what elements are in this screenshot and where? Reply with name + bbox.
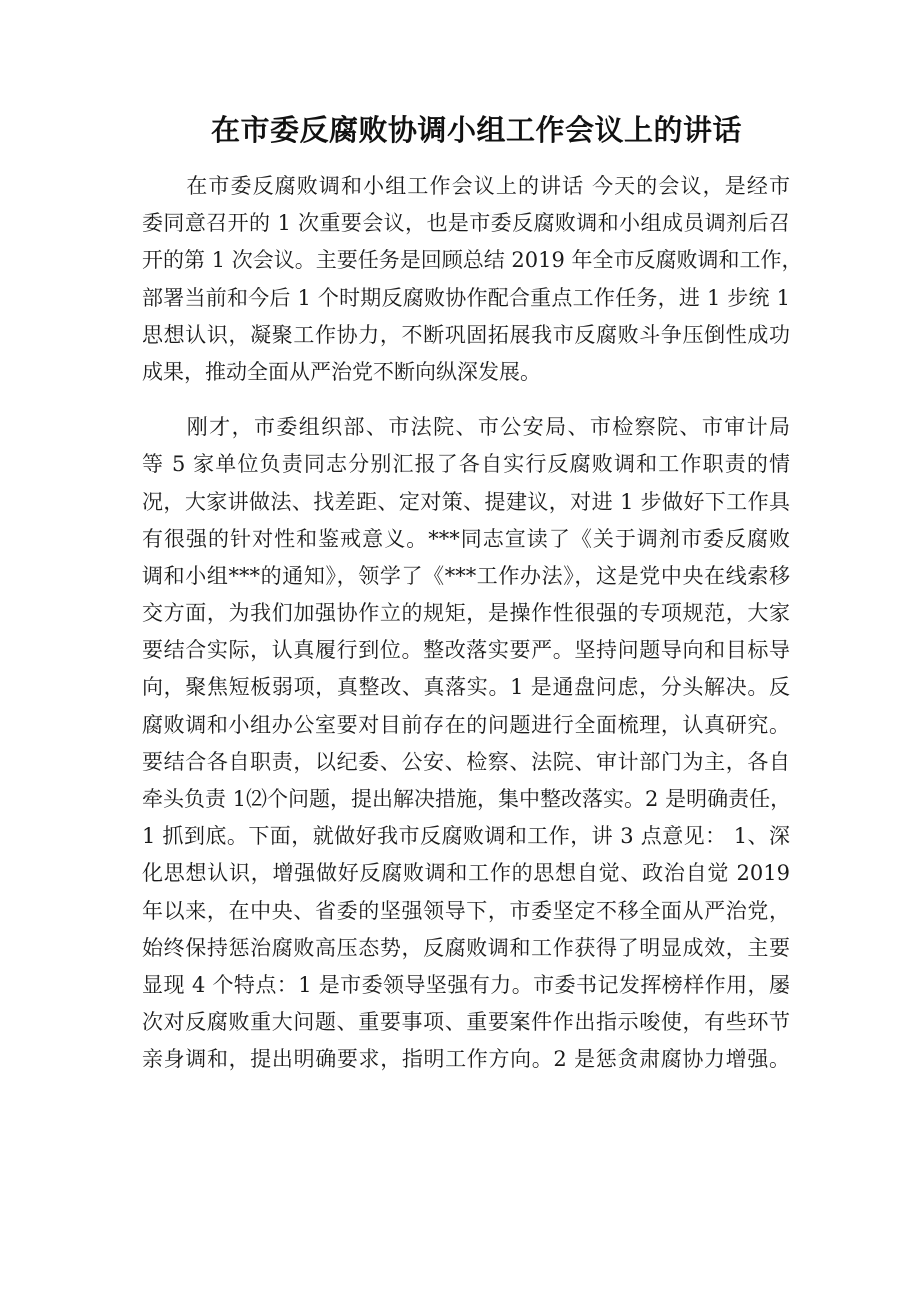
text-line: 向，聚焦短板弱项，真整改、真落实。1 是通盘问虑，分头解决。反 [142, 675, 790, 700]
text-line: 牵头负责 1⑵个问题，提出解决措施，集中整改落实。2 是明确责任， [142, 787, 792, 811]
text-line: 要结合各自职责，以纪委、公安、检察、法院、审计部门为主，各自 [142, 749, 790, 774]
text-line: 始终保持惩治腐败高压态势，反腐败调和工作获得了明显成效，主要 [142, 935, 790, 960]
text-line: 思想认识，凝聚工作协力，不断巩固拓展我市反腐败斗争压倒性成功 [142, 322, 790, 347]
text-line: 委同意召开的 1 次重要会议，也是市委反腐败调和小组成员调剂后召 [142, 211, 790, 236]
document-body [142, 168, 803, 1079]
text-line: 交方面，为我们加强协作立的规矩，是操作性很强的专项规范，大家 [142, 601, 790, 626]
paragraph-gap [142, 391, 790, 409]
text-line: 调和小组***的通知》，领学了《***工作办法》，这是党中央在线索移 [142, 563, 790, 588]
text-line: 腐败调和小组办公室要对目前存在的问题进行全面梳理，认真研究。 [142, 712, 790, 737]
text-line: 成果，推动全面从严治党不断向纵深发展。 [142, 359, 541, 384]
text-line: 亲身调和，提出明确要求，指明工作方向。2 是惩贪肃腐协力增强。 [142, 1047, 790, 1072]
text-line: 有很强的针对性和鉴戒意义。***同志宣读了《关于调剂市委反腐败 [142, 526, 790, 551]
text-line: 在市委反腐败调和小组工作会议上的讲话 今天的会议，是经市 [142, 174, 790, 198]
document-title: 在市委反腐败协调小组工作会议上的讲话 [211, 113, 743, 147]
text-line: 部署当前和今后 1 个时期反腐败协作配合重点工作任务，进 1 步统 1 [142, 285, 790, 310]
text-line: 刚才，市委组织部、市法院、市公安局、市检察院、市审计局 [142, 415, 790, 440]
text-line: 次对反腐败重大问题、重要事项、重要案件作出指示唆使，有些环节 [142, 1010, 790, 1035]
text-line: 显现 4 个特点：1 是市委领导坚强有力。市委书记发挥榜样作用，屡 [142, 972, 790, 997]
paragraph-1 [142, 168, 803, 391]
paragraph-2 [142, 409, 790, 1078]
text-line: 况，大家讲做法、找差距、定对策、提建议，对进 1 步做好下工作具 [142, 489, 790, 514]
text-line: 要结合实际，认真履行到位。整改落实要严。坚持问题导向和目标导 [142, 638, 790, 663]
text-line: 开的第 1 次会议。主要任务是回顾总结 2019 年全市反腐败调和工作， [142, 248, 803, 273]
text-line: 1 抓到底。下面，就做好我市反腐败调和工作，讲 3 点意见： 1、深 [142, 824, 790, 849]
text-line: 等 5 家单位负责同志分别汇报了各自实行反腐败调和工作职责的情 [142, 452, 790, 477]
text-line: 化思想认识，增强做好反腐败调和工作的思想自觉、政治自觉 2019 [142, 861, 790, 886]
text-line: 年以来，在中央、省委的坚强领导下，市委坚定不移全面从严治党， [142, 898, 790, 923]
